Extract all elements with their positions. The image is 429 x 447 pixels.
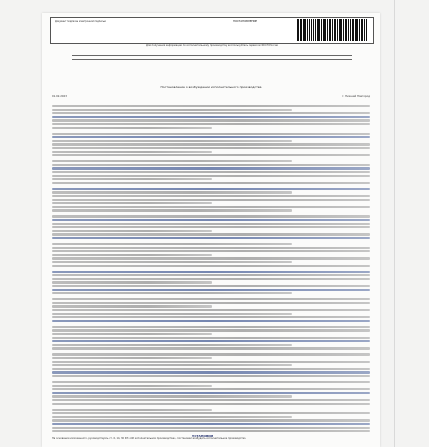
barcode-bar	[324, 19, 326, 41]
barcode-bar	[337, 19, 338, 41]
barcode-bar	[348, 19, 349, 41]
text-line	[52, 160, 292, 162]
text-line	[52, 285, 370, 287]
text-line	[52, 409, 212, 411]
document-meta	[52, 95, 370, 98]
barcode-bar	[352, 19, 354, 41]
divider	[72, 59, 352, 60]
text-line	[52, 195, 370, 197]
barcode-bar	[364, 19, 365, 41]
text-line	[52, 364, 292, 366]
barcode-bar	[350, 19, 351, 41]
text-line	[52, 247, 370, 249]
barcode-bar	[297, 19, 299, 41]
text-line	[52, 109, 292, 111]
text-line	[52, 344, 292, 346]
text-line	[52, 167, 370, 169]
text-line	[52, 188, 370, 190]
text-line	[52, 381, 370, 383]
text-line	[52, 178, 212, 180]
text-line	[52, 182, 370, 184]
text-line	[52, 164, 370, 166]
barcode-bar	[311, 19, 312, 41]
divider	[72, 55, 352, 56]
barcode-bar	[315, 19, 317, 41]
text-line	[52, 337, 370, 339]
text-line	[52, 412, 370, 414]
text-line	[52, 171, 370, 173]
text-line	[52, 375, 370, 377]
text-line	[52, 237, 370, 239]
barcode-bar	[361, 19, 363, 41]
text-line	[52, 309, 370, 311]
text-line	[52, 147, 370, 149]
text-line	[52, 403, 370, 405]
text-line	[52, 226, 370, 228]
text-line	[52, 140, 292, 142]
text-line	[52, 243, 292, 245]
text-line	[52, 209, 292, 211]
barcode-bar	[356, 19, 358, 41]
text-line	[52, 265, 370, 267]
text-line	[52, 154, 370, 156]
text-line	[52, 191, 292, 193]
text-line	[52, 230, 212, 232]
text-line	[52, 133, 370, 135]
text-line	[52, 261, 292, 263]
text-line	[52, 368, 370, 370]
barcode-bar	[323, 19, 324, 41]
barcode-bar	[339, 19, 340, 41]
text-line	[52, 105, 370, 107]
text-line	[52, 143, 370, 145]
text-line	[52, 292, 292, 294]
text-line	[52, 388, 370, 390]
text-line	[52, 399, 370, 401]
text-line	[52, 254, 212, 256]
signature-text: Документ подписан электронной подписью	[55, 20, 106, 23]
text-line	[52, 257, 370, 259]
text-line	[52, 430, 370, 432]
text-line	[52, 357, 212, 359]
barcode-bar	[303, 19, 305, 41]
barcode-bar	[340, 19, 342, 41]
text-line	[52, 385, 212, 387]
barcode-bar	[343, 19, 344, 41]
text-line	[52, 271, 370, 273]
text-line	[52, 206, 370, 208]
text-line	[52, 289, 370, 291]
text-line	[52, 305, 212, 307]
barcode-bar	[366, 19, 367, 41]
document-date: 01.02.2023	[52, 95, 67, 98]
barcode-bar	[321, 19, 322, 41]
page-edge	[394, 0, 395, 447]
text-line	[52, 233, 370, 235]
barcode-bar	[309, 19, 311, 41]
text-line	[52, 223, 370, 225]
text-line	[52, 419, 370, 421]
signature-header	[50, 17, 374, 44]
barcode-bar	[307, 19, 308, 41]
text-line	[52, 119, 370, 121]
barcode-bar	[359, 19, 360, 41]
text-line	[52, 123, 370, 125]
text-line	[52, 329, 370, 331]
barcode-icon	[297, 19, 367, 41]
text-line	[52, 371, 370, 373]
document-sheet	[42, 13, 380, 447]
text-line	[52, 427, 370, 429]
barcode-bar	[301, 19, 302, 41]
text-line	[52, 316, 370, 318]
document-city: г. Нижний Новгород	[342, 95, 370, 98]
barcode-bar	[332, 19, 333, 41]
text-line	[52, 281, 212, 283]
text-line	[52, 219, 370, 221]
barcode-bar	[334, 19, 336, 41]
text-line	[52, 278, 370, 280]
text-line	[52, 274, 370, 276]
barcode-bar	[329, 19, 331, 41]
barcode-bar	[355, 19, 356, 41]
text-line	[52, 175, 370, 177]
section-heading: УСТАНОВИЛ	[192, 434, 214, 438]
text-line	[52, 202, 212, 204]
text-line	[52, 392, 370, 394]
text-line	[52, 136, 370, 138]
barcode-bar	[300, 19, 301, 41]
text-line	[52, 347, 370, 349]
text-line	[52, 423, 370, 425]
header-caption: Для получения информации по исполнительному производству воспользуйтесь сервисом ФССП России	[146, 44, 278, 47]
barcode-bar	[313, 19, 314, 41]
text-line	[52, 340, 370, 342]
text-line	[52, 151, 212, 153]
text-line	[52, 361, 370, 363]
barcode-bar	[317, 19, 319, 41]
text-line	[52, 116, 370, 118]
text-line	[52, 112, 370, 114]
header-title: ПОСТАНОВЛЕНИЕ	[233, 20, 258, 23]
text-line	[52, 127, 212, 129]
text-line	[52, 302, 370, 304]
text-line	[52, 215, 370, 217]
text-line	[52, 298, 370, 300]
text-line	[52, 199, 370, 201]
text-line	[52, 395, 292, 397]
text-line	[52, 416, 292, 418]
text-line	[52, 313, 292, 315]
document-footer: На основании изложенного, руководствуясь ст. 6, 14, 30 ФЗ «Об исполнительном производстве», постановил возбудить исполнительное производство.	[52, 437, 247, 440]
text-line	[52, 320, 370, 322]
text-line	[52, 326, 370, 328]
barcode-bar	[327, 19, 328, 41]
text-line	[52, 353, 370, 355]
document-title: Постановление о возбуждении исполнительного производства	[160, 85, 262, 89]
text-line	[52, 250, 370, 252]
text-line	[52, 333, 212, 335]
barcode-bar	[345, 19, 347, 41]
